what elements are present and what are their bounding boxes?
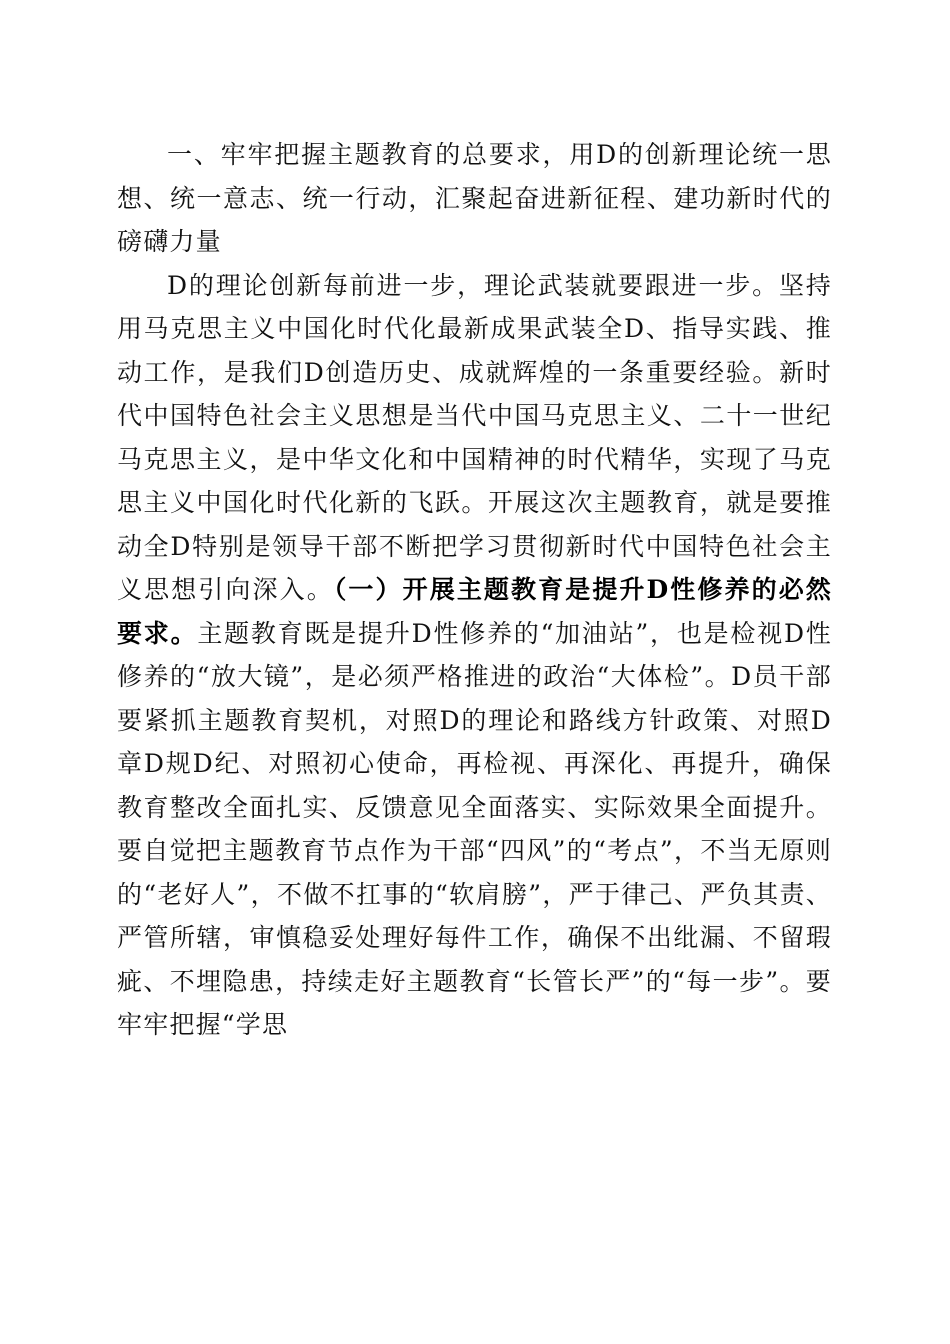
body-text-continued: 主题教育既是提升D性修养的“加油站”，也是检视D性修养的“放大镜”，是必须严格推进的政治“大体检”。D员干部要紧抓主题教育契机，对照D的理论和路线方针政策、对照D章D规D纪、对照初心使命，再检视、再深化、再提升，确保教育整改全面扎实、反馈意见全面落实、实际效果全面提升。要自觉把主题教育节点作为干部“四风”的“考点”，不当无原则的“老好人”，不做不扛事的“软肩膀”，严于律己、严负其责、严管所辖，审慎稳妥处理好每件工作，确保不出纰漏、不留瑕疵、不埋隐患，持续走好主题教育“长管长严”的“每一步”。要牢牢把握“学思 <box>117 618 832 1039</box>
body-paragraph <box>117 264 832 1047</box>
section-heading: 一、牢牢把握主题教育的总要求，用D的创新理论统一思想、统一意志、统一行动，汇聚起奋进新征程、建功新时代的磅礴力量 <box>117 140 832 256</box>
bold-subheading: （一）开展主题教育是提升D性修养的必然要求。 <box>117 575 832 648</box>
document-content <box>117 133 832 1047</box>
body-text-intro: D的理论创新每前进一步，理论武装就要跟进一步。坚持用马克思主义中国化时代化最新成果武装全D、指导实践、推动工作，是我们D创造历史、成就辉煌的一条重要经验。新时代中国特色社会主义思想是当代中国马克思主义、二十一世纪马克思主义，是中华文化和中国精神的时代精华，实现了马克思主义中国化时代化新的飞跃。开展这次主题教育，就是要推动全D特别是领导干部不断把学习贯彻新时代中国特色社会主义思想引向深入。 <box>117 270 832 604</box>
